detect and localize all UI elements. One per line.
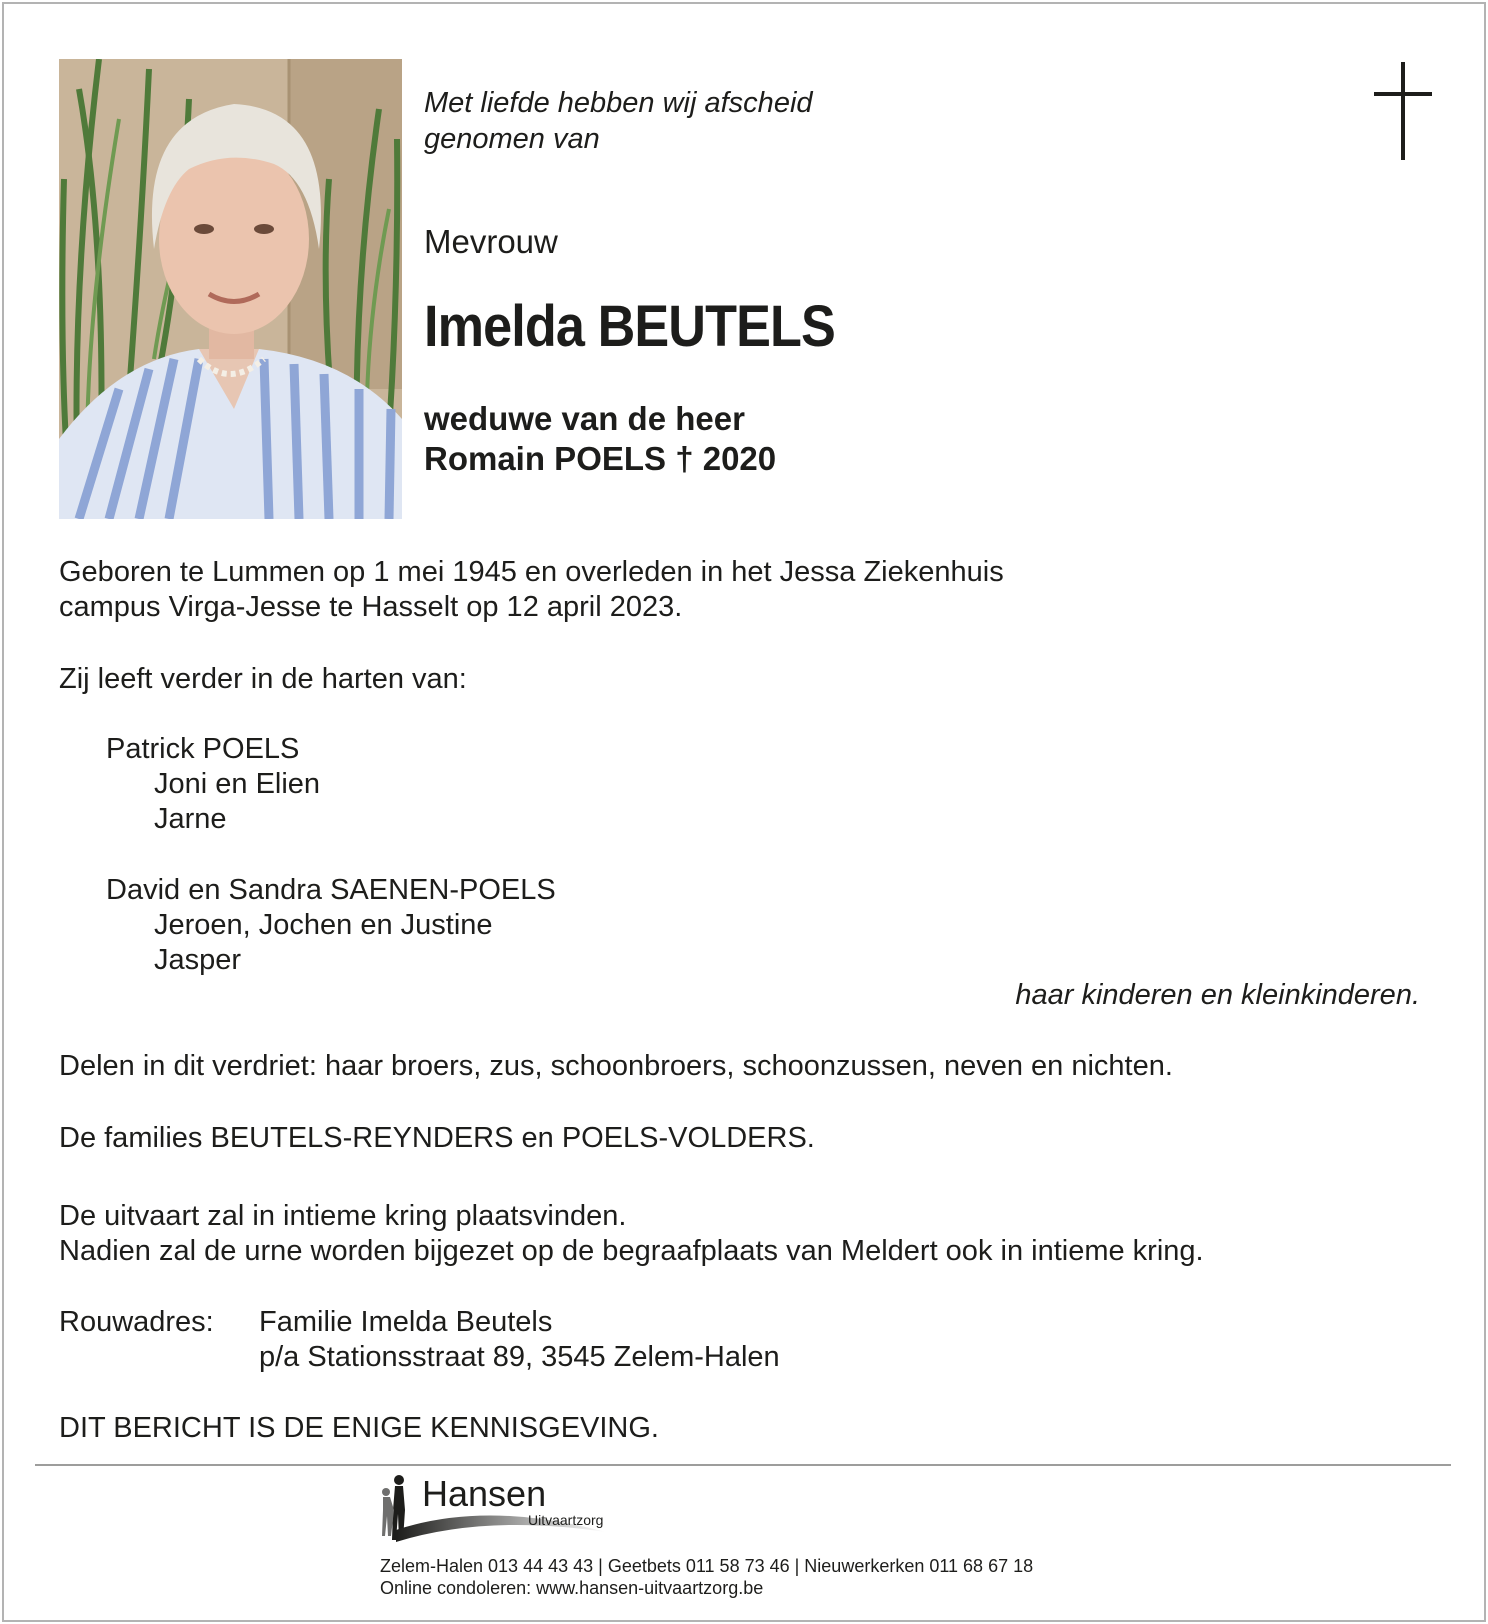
cross-icon (1374, 62, 1432, 160)
family-group-1 (59, 732, 320, 837)
contact-online: Online condoleren: www.hansen-uitvaartzorg.be (380, 1578, 764, 1598)
intro-text (424, 85, 813, 157)
family-group-2 (59, 873, 556, 978)
family-parent: Patrick POELS (106, 733, 300, 765)
lives-on-text: Zij leeft verder in de harten van: (59, 663, 467, 695)
funeral-line-1: De uitvaart zal in intieme kring plaatsvinden. (59, 1200, 627, 1232)
footer-divider (35, 1464, 1451, 1466)
address-label: Rouwadres: (59, 1306, 214, 1338)
spouse-line-2: Romain POELS † 2020 (424, 440, 777, 477)
birth-line-2: campus Virga-Jesse te Hasselt op 12 april 2023. (59, 591, 683, 623)
brand-subtitle: Uitvaartzorg (528, 1512, 604, 1528)
funeral-line-2: Nadien zal de urne worden bijgezet op de begraafplaats van Meldert ook in intieme kring. (59, 1235, 1204, 1267)
contact-info (380, 1555, 1033, 1599)
family-child: Jeroen, Jochen en Justine (154, 909, 493, 941)
sharing-grief-text: Delen in dit verdriet: haar broers, zus, schoonbroers, schoonzussen, neven en nichten. (59, 1050, 1173, 1082)
family-child: Jasper (154, 944, 242, 976)
birth-line-1: Geboren te Lummen op 1 mei 1945 en overleden in het Jessa Ziekenhuis (59, 556, 1004, 588)
notice-text: DIT BERICHT IS DE ENIGE KENNISGEVING. (59, 1412, 659, 1444)
families-text: De families BEUTELS-REYNDERS en POELS-VOLDERS. (59, 1122, 815, 1154)
funeral-info (59, 1199, 1204, 1269)
deceased-name: Imelda BEUTELS (424, 294, 835, 359)
intro-line-2: genomen van (424, 123, 600, 155)
address-line-2: p/a Stationsstraat 89, 3545 Zelem-Halen (259, 1341, 780, 1373)
birth-death-info (59, 555, 1004, 625)
spouse-line-1: weduwe van de heer (424, 400, 745, 437)
family-child: Jarne (154, 803, 227, 835)
brand-name: Hansen (422, 1473, 547, 1514)
family-parent: David en Sandra SAENEN-POELS (106, 874, 556, 906)
portrait-photo (59, 59, 402, 519)
family-signoff: haar kinderen en kleinkinderen. (1015, 979, 1420, 1011)
address-line-1: Familie Imelda Beutels (259, 1306, 553, 1338)
family-child: Joni en Elien (154, 768, 321, 800)
salutation: Mevrouw (424, 223, 558, 260)
intro-line-1: Met liefde hebben wij afscheid (424, 87, 813, 119)
mourning-address (259, 1305, 780, 1375)
spouse-info (424, 399, 776, 479)
contact-phones: Zelem-Halen 013 44 43 43 | Geetbets 011 58 73 46 | Nieuwerkerken 011 68 67 18 (380, 1556, 1034, 1576)
